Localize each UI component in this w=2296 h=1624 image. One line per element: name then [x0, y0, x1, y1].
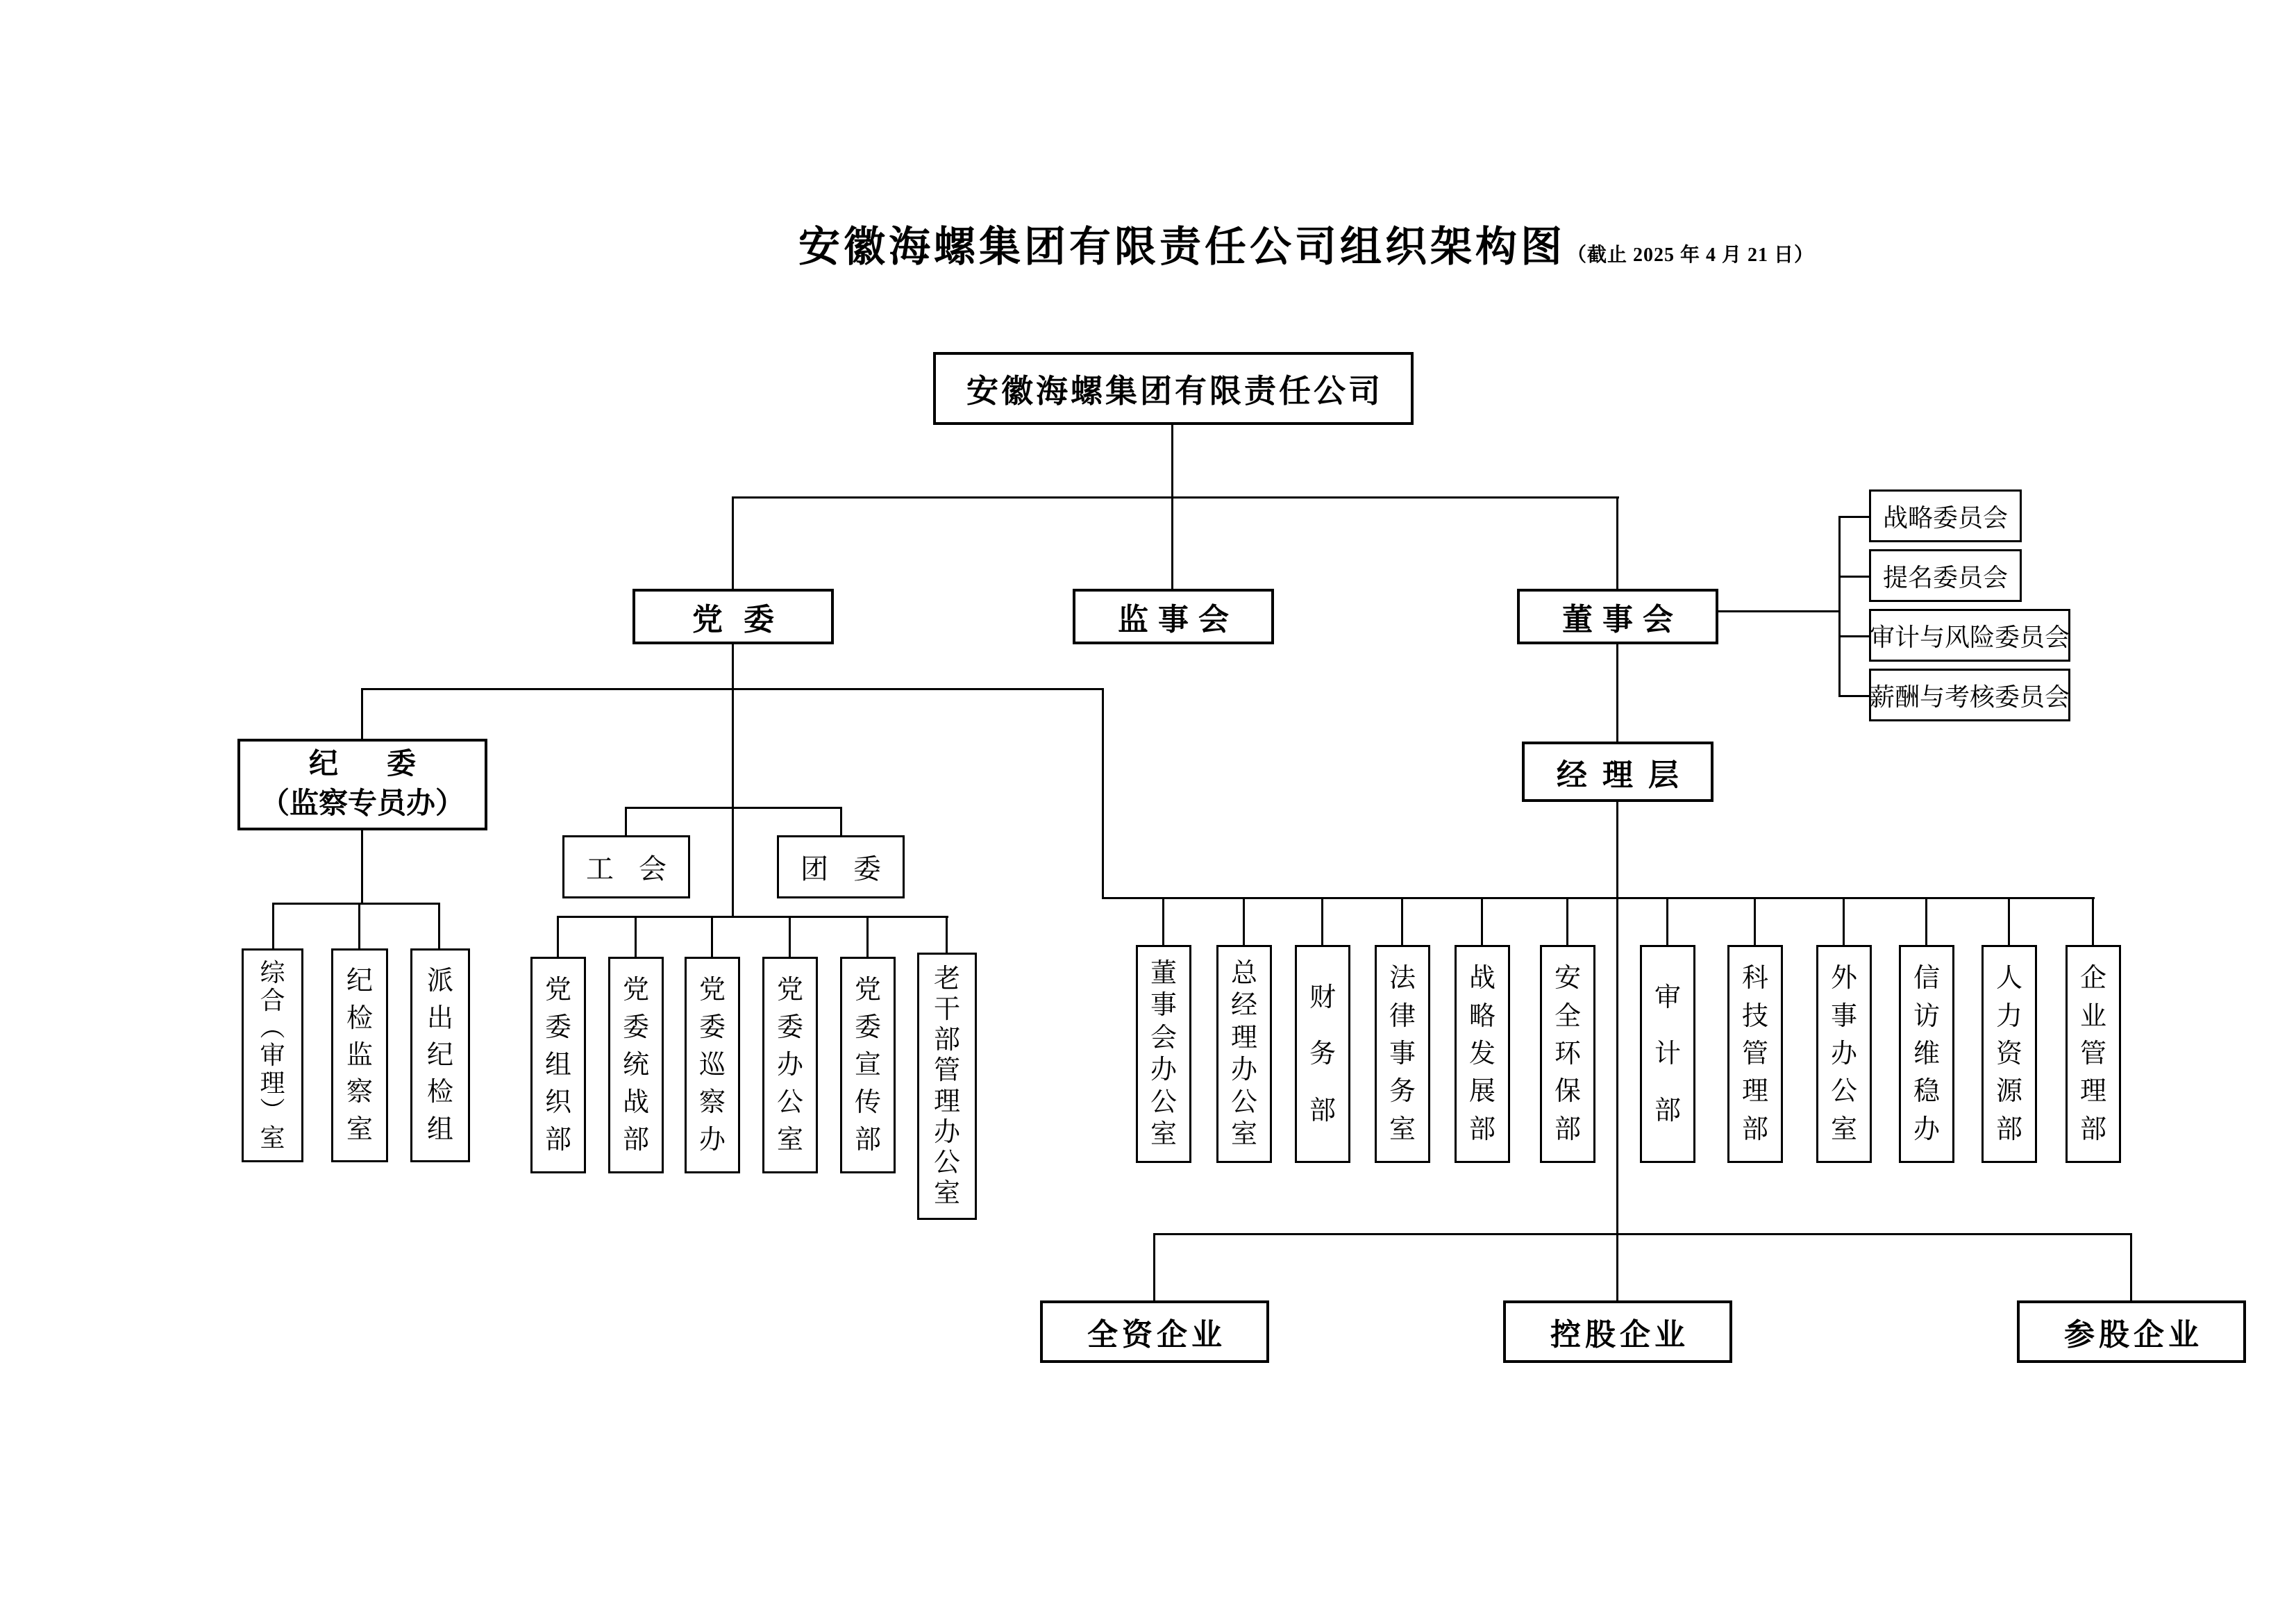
vertical-label-char: 部	[1468, 1114, 1495, 1144]
vertical-label-char: 组	[544, 1050, 571, 1080]
vertical-label-char: 室	[1389, 1114, 1416, 1144]
box-dispatched-discipline-group	[410, 948, 470, 1162]
vertical-label-char: 办	[1830, 1039, 1857, 1069]
connector-line	[1401, 897, 1403, 946]
connector-line	[789, 916, 791, 957]
connector-line	[2008, 897, 2010, 946]
box-holding-enterprises-label: 控股企业	[1550, 1318, 1689, 1352]
vertical-label-char: 统	[622, 1050, 649, 1080]
box-wholly-owned-enterprises	[1040, 1300, 1269, 1363]
box-compensation-appraisal-committee-label: 薪酬与考核委员会	[1870, 683, 2070, 711]
vertical-label-char: ︵	[260, 1014, 285, 1042]
vertical-label-char: 业	[2079, 1001, 2106, 1031]
vertical-label-char: 党	[622, 976, 649, 1005]
connector-line	[840, 807, 842, 837]
box-audit-risk-committee-label: 审计与风险委员会	[1870, 623, 2070, 651]
vertical-label-char: 检	[346, 1003, 373, 1033]
box-petition-stability-office	[1899, 945, 1954, 1163]
box-finance-dept	[1295, 945, 1350, 1163]
vertical-label-char: 务	[1389, 1077, 1416, 1107]
vertical-label-char: 出	[426, 1003, 453, 1033]
box-party-united-front-dept	[608, 957, 664, 1173]
vertical-label-char: 党	[854, 976, 881, 1005]
vertical-label-char: 委	[854, 1013, 881, 1042]
vertical-label-char: 事	[1150, 991, 1177, 1021]
connector-line	[1843, 897, 1845, 946]
connector-line	[358, 903, 360, 950]
vertical-label-char: 察	[698, 1088, 726, 1117]
connector-line	[1925, 897, 1927, 946]
vertical-label-char: 公	[1230, 1087, 1257, 1117]
box-human-resources-dept	[1981, 945, 2037, 1163]
box-legal-affairs-office	[1375, 945, 1430, 1163]
vertical-label-char: 室	[260, 1124, 285, 1153]
vertical-label-char: 技	[1741, 1001, 1768, 1031]
vertical-label-char: 委	[776, 1013, 803, 1042]
vertical-label-char: 人	[1995, 964, 2022, 994]
box-audit-dept	[1640, 945, 1695, 1163]
vertical-label-char: 经	[1230, 991, 1257, 1021]
box-discipline-committee-line2: （监察专员办）	[260, 788, 464, 820]
connector-line	[2092, 897, 2094, 946]
vertical-label-char: 党	[544, 976, 571, 1005]
connector-line	[946, 916, 948, 954]
vertical-label-char: 检	[426, 1078, 453, 1107]
vertical-label-char: 部	[933, 1026, 960, 1055]
vertical-label-char: 维	[1913, 1039, 1940, 1069]
connector-line	[1243, 897, 1245, 946]
connector-line	[625, 807, 842, 809]
box-management-layer-label: 经理层	[1557, 757, 1694, 792]
vertical-label-char: 老	[933, 964, 960, 994]
vertical-label-char: 办	[1150, 1055, 1177, 1085]
vertical-label-char: 监	[346, 1040, 373, 1070]
box-equity-participation-enterprises-label: 参股企业	[2064, 1318, 2203, 1352]
box-party-organization-dept	[530, 957, 586, 1173]
vertical-label-char: 资	[1995, 1039, 2022, 1069]
vertical-label-char: 计	[1654, 1039, 1681, 1069]
box-nomination-committee	[1869, 549, 2022, 602]
connector-line	[1838, 516, 1841, 697]
box-board-office	[1136, 945, 1191, 1163]
box-strategic-development-dept	[1455, 945, 1510, 1163]
box-party-general-office	[762, 957, 818, 1173]
vertical-label-char: 理	[933, 1087, 960, 1116]
vertical-label-char: 审	[1654, 982, 1681, 1012]
connector-line	[1838, 516, 1869, 518]
connector-line	[1616, 801, 1618, 1302]
connector-line	[625, 807, 627, 837]
vertical-label-char: 察	[346, 1078, 373, 1107]
vertical-label-char: 办	[1230, 1055, 1257, 1085]
box-general-manager-office	[1216, 945, 1272, 1163]
vertical-label-char: 传	[854, 1088, 881, 1117]
connector-line	[1171, 424, 1173, 498]
vertical-label-char: 务	[1309, 1039, 1336, 1069]
page-title-main: 安徽海螺集团有限责任公司组织架构图	[798, 224, 1566, 270]
connector-line	[272, 903, 274, 950]
vertical-label-char: 会	[1150, 1023, 1177, 1053]
vertical-label-char: 保	[1554, 1077, 1581, 1107]
connector-line	[732, 496, 1619, 499]
vertical-label-char: 力	[1995, 1001, 2022, 1031]
connector-line	[1102, 688, 1104, 899]
vertical-label-char: 发	[1468, 1039, 1495, 1069]
vertical-label-char: 略	[1468, 1001, 1495, 1031]
vertical-label-char: 理	[2079, 1077, 2106, 1107]
vertical-label-char: 织	[544, 1088, 571, 1117]
vertical-label-char: 办	[698, 1125, 726, 1155]
vertical-label-char: 合	[260, 986, 285, 1014]
vertical-label-char: 展	[1468, 1077, 1495, 1107]
box-strategy-committee	[1869, 489, 2022, 542]
connector-line	[1153, 1233, 2132, 1235]
vertical-label-char: 安	[1554, 964, 1581, 994]
connector-line	[1321, 897, 1323, 946]
box-compensation-appraisal-committee	[1869, 669, 2070, 721]
vertical-label-char: 信	[1913, 964, 1940, 994]
vertical-label-char: 组	[426, 1114, 453, 1144]
vertical-label-char: 室	[1830, 1114, 1857, 1144]
connector-line	[1717, 610, 1840, 612]
vertical-label-char: 访	[1913, 1001, 1940, 1031]
box-foreign-affairs-office	[1816, 945, 1872, 1163]
vertical-label-char: 纪	[346, 966, 373, 996]
box-party-inspection-office	[685, 957, 740, 1173]
box-discipline-inspection-office	[331, 948, 388, 1162]
connector-line	[1838, 695, 1869, 697]
box-technology-management-dept	[1727, 945, 1783, 1163]
connector-line	[557, 916, 948, 918]
vertical-label-char: 纪	[426, 1040, 453, 1070]
vertical-label-char: 部	[1309, 1096, 1336, 1125]
connector-line	[1153, 1233, 1155, 1302]
vertical-label-char: 公	[1150, 1087, 1177, 1117]
vertical-label-char: 巡	[698, 1050, 726, 1080]
vertical-label-char: 管	[2079, 1039, 2106, 1069]
vertical-label-char: 办	[1913, 1114, 1940, 1144]
box-enterprise-management-dept	[2065, 945, 2121, 1163]
vertical-label-char: 理	[260, 1069, 285, 1097]
vertical-label-char: 派	[426, 966, 453, 996]
box-retired-cadre-office	[917, 953, 977, 1220]
vertical-label-char: 财	[1309, 982, 1336, 1012]
vertical-label-char: 源	[1995, 1077, 2022, 1107]
vertical-label-char: 室	[1150, 1120, 1177, 1150]
vertical-label-char: 部	[2079, 1114, 2106, 1144]
box-party-committee	[632, 589, 834, 644]
box-audit-risk-committee	[1869, 609, 2070, 662]
box-discipline-committee	[237, 739, 487, 830]
vertical-label-char: ︶	[260, 1096, 285, 1125]
connector-line	[1566, 897, 1568, 946]
vertical-label-char: 部	[854, 1125, 881, 1155]
box-board-of-directors-label: 董事会	[1562, 603, 1683, 637]
vertical-label-char: 全	[1554, 1001, 1581, 1031]
vertical-label-char: 律	[1389, 1001, 1416, 1031]
vertical-label-char: 战	[622, 1088, 649, 1117]
vertical-label-char: 公	[776, 1088, 803, 1117]
vertical-label-char: 部	[1654, 1096, 1681, 1125]
vertical-label-char: 环	[1554, 1039, 1581, 1069]
vertical-label-char: 部	[1554, 1114, 1581, 1144]
vertical-label-char: 管	[1741, 1039, 1768, 1069]
box-nomination-committee-label: 提名委员会	[1882, 563, 2008, 592]
vertical-label-char: 部	[622, 1125, 649, 1155]
vertical-label-char: 理	[1741, 1077, 1768, 1107]
vertical-label-char: 办	[933, 1117, 960, 1147]
vertical-label-char: 室	[776, 1125, 803, 1155]
vertical-label-char: 战	[1468, 964, 1495, 994]
connector-line	[732, 496, 734, 589]
connector-line	[1171, 496, 1173, 589]
vertical-label-char: 室	[346, 1114, 373, 1144]
connector-line	[732, 644, 734, 917]
connector-line	[361, 688, 1104, 690]
vertical-label-char: 总	[1230, 958, 1257, 988]
vertical-label-char: 部	[1995, 1114, 2022, 1144]
box-board-of-directors	[1517, 589, 1718, 644]
vertical-label-char: 董	[1150, 958, 1177, 988]
vertical-label-char: 审	[260, 1041, 285, 1069]
box-youth-league	[777, 835, 905, 898]
connector-line	[557, 916, 559, 957]
connector-line	[438, 903, 440, 950]
vertical-label-char: 综	[260, 958, 285, 987]
connector-line	[1838, 635, 1869, 637]
connector-line	[1481, 897, 1483, 946]
vertical-label-char: 管	[933, 1056, 960, 1086]
connector-line	[1754, 897, 1756, 946]
vertical-label-char: 室	[933, 1178, 960, 1208]
box-supervisory-board-label: 监事会	[1118, 603, 1239, 637]
connector-line	[1616, 496, 1618, 589]
box-labor-union	[562, 835, 690, 898]
vertical-label-char: 理	[1230, 1023, 1257, 1053]
page-title-suffix: （截止 2025 年 4 月 21 日）	[1567, 244, 1815, 266]
connector-line	[2130, 1233, 2132, 1302]
connector-line	[1838, 576, 1869, 578]
vertical-label-char: 宣	[854, 1050, 881, 1080]
connector-line	[711, 916, 713, 957]
vertical-label-char: 科	[1741, 964, 1768, 994]
vertical-label-char: 干	[933, 995, 960, 1025]
connector-line	[1102, 897, 2095, 899]
box-holding-enterprises	[1503, 1300, 1732, 1363]
box-party-committee-label: 党委	[692, 603, 795, 637]
connector-line	[361, 688, 363, 740]
vertical-label-char: 委	[544, 1013, 571, 1042]
connector-line	[1616, 644, 1618, 743]
vertical-label-char: 公	[933, 1148, 960, 1178]
box-strategy-committee-label: 战略委员会	[1882, 503, 2008, 532]
box-root-company-label: 安徽海螺集团有限责任公司	[966, 373, 1383, 409]
vertical-label-char: 委	[698, 1013, 726, 1042]
box-equity-participation-enterprises	[2017, 1300, 2246, 1363]
vertical-label-char: 企	[2079, 964, 2106, 994]
box-labor-union-label: 工会	[586, 853, 692, 885]
vertical-label-char: 部	[544, 1125, 571, 1155]
vertical-label-char: 党	[776, 976, 803, 1005]
vertical-label-char: 外	[1830, 964, 1857, 994]
vertical-label-char: 室	[1230, 1120, 1257, 1150]
box-general-review-office	[242, 948, 303, 1162]
vertical-label-char: 事	[1389, 1039, 1416, 1069]
vertical-label-char: 委	[622, 1013, 649, 1042]
vertical-label-char: 法	[1389, 964, 1416, 994]
box-supervisory-board	[1073, 589, 1274, 644]
vertical-label-char: 办	[776, 1050, 803, 1080]
vertical-label-char: 事	[1830, 1001, 1857, 1031]
connector-line	[361, 830, 363, 904]
connector-line	[866, 916, 869, 957]
box-wholly-owned-enterprises-label: 全资企业	[1087, 1318, 1226, 1352]
vertical-label-char: 党	[698, 976, 726, 1005]
connector-line	[1162, 897, 1164, 946]
box-party-publicity-dept	[840, 957, 896, 1173]
connector-line	[635, 916, 637, 957]
vertical-label-char: 稳	[1913, 1077, 1940, 1107]
box-management-layer	[1522, 742, 1713, 802]
vertical-label-char: 部	[1741, 1114, 1768, 1144]
box-root-company	[933, 352, 1414, 425]
page-title	[798, 214, 1814, 274]
box-discipline-committee-line1: 纪委	[308, 748, 464, 781]
connector-line	[272, 903, 440, 905]
box-youth-league-label: 团委	[801, 853, 906, 885]
box-safety-environment-dept	[1540, 945, 1595, 1163]
connector-line	[1666, 897, 1668, 946]
vertical-label-char: 公	[1830, 1077, 1857, 1107]
